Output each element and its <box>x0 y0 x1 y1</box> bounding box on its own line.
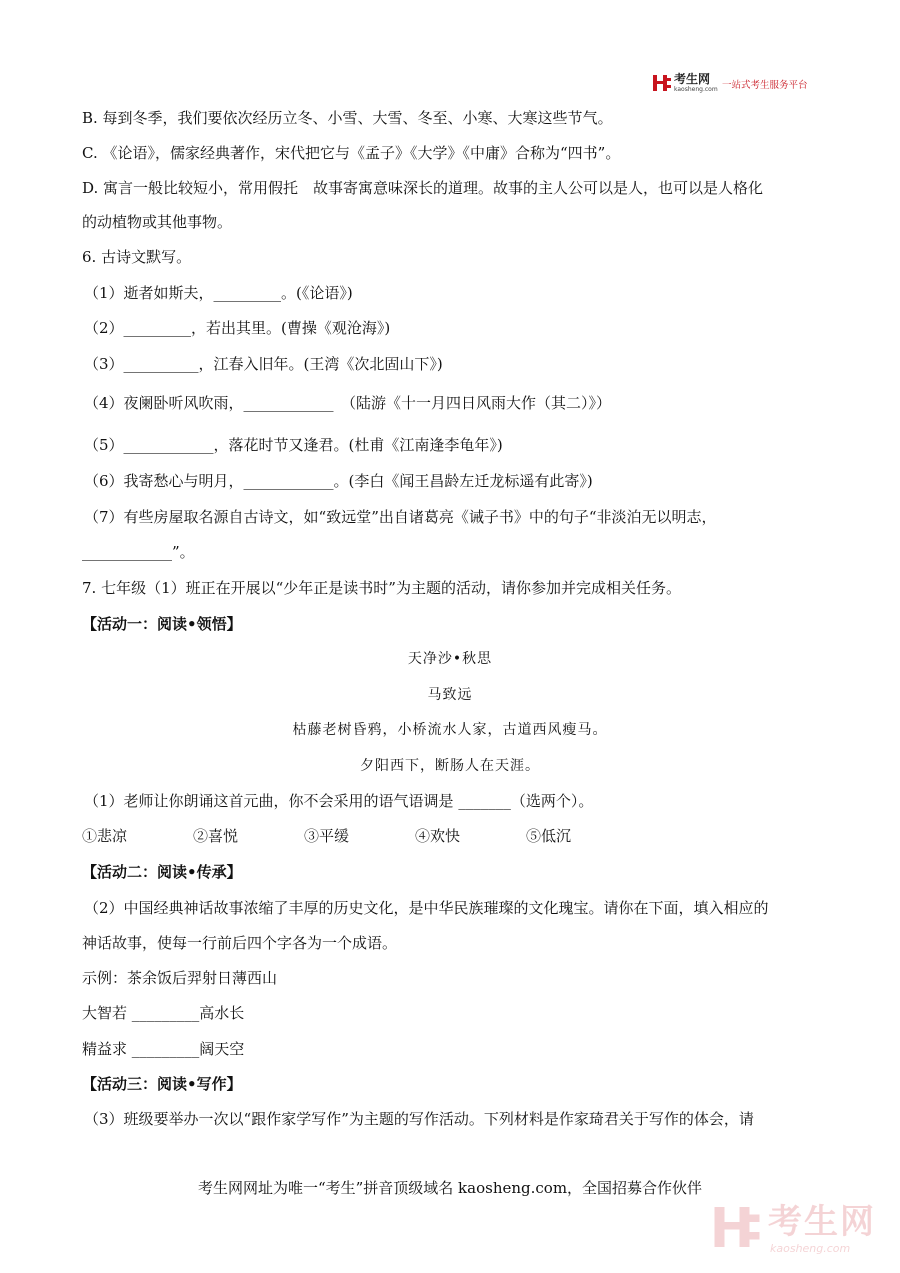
page-footer: 考生网网址为唯一“考生”拼音顶级域名 kaosheng.com，全国招募合作伙伴 <box>197 1179 703 1197</box>
question-6-item-5: （5）____________，落花时节又逢君。(杜甫《江南逢李龟年》) <box>84 436 503 454</box>
tone-option-5: ⑤低沉 <box>526 827 572 845</box>
option-b-text: B. 每到冬季，我们要依次经历立冬、小雪、大雪、冬至、小寒、大寒这些节气。 <box>82 109 613 127</box>
question-6-item-3: （3）__________，江春入旧年。(王湾《次北固山下》) <box>84 355 443 373</box>
question-7-3: （3）班级要举办一次以“跟作家学写作”为主题的写作活动。下列材料是作家琦君关于写作的体会，请 <box>84 1110 754 1128</box>
tone-option-2: ②喜悦 <box>193 827 239 845</box>
question-6-item-7-line2: ____________”。 <box>82 543 195 561</box>
option-c-text: C. 《论语》，儒家经典著作，宋代把它与《孟子》《大学》《中庸》合称为“四书”。 <box>82 144 621 162</box>
poem-author: 马致远 <box>427 687 473 703</box>
watermark-url: kaosheng.com <box>770 1242 851 1255</box>
idiom-example: 示例：茶余饭后羿射日薄西山 <box>82 969 278 987</box>
activity-1-heading: 【活动一：阅读•领悟】 <box>82 615 242 633</box>
idiom-blank-1: 大智若 _________高水长 <box>82 1004 245 1022</box>
header-logo <box>652 73 822 95</box>
question-6-item-4: （4）夜阑卧听风吹雨，____________ （陆游《十一月四日风雨大作（其二）》） <box>84 394 612 412</box>
poem-line-2: 夕阳西下，断肠人在天涯。 <box>360 758 540 774</box>
poem-line-1: 枯藤老树昏鸦，小桥流水人家，古道西风瘦马。 <box>292 722 608 738</box>
question-7-1: （1）老师让你朗诵这首元曲，你不会采用的语气语调是 _______（选两个）。 <box>84 792 594 810</box>
poem-title: 天净沙•秋思 <box>407 651 493 667</box>
header-logo-name: 考生网 <box>674 72 711 86</box>
tone-options <box>82 826 682 846</box>
question-7-title: 7. 七年级（1）班正在开展以“少年正是读书时”为主题的活动，请你参加并完成相关任务。 <box>82 579 681 597</box>
activity-3-heading: 【活动三：阅读•写作】 <box>82 1075 242 1093</box>
tone-option-4: ④欢快 <box>415 827 461 845</box>
watermark-name: 考生网 <box>768 1202 876 1242</box>
option-d-text-line1: D. 寓言一般比较短小，常用假托 故事寄寓意味深长的道理。故事的主人公可以是人，也可以是人格化 <box>82 179 764 197</box>
watermark <box>712 1202 882 1258</box>
tone-option-1: ①悲凉 <box>82 827 128 845</box>
question-6-item-6: （6）我寄愁心与明月，____________。(李白《闻王昌龄左迁龙标遥有此寄》) <box>84 472 593 490</box>
header-logo-url: kaosheng.com <box>674 86 718 93</box>
question-6-item-7-line1: （7）有些房屋取名源自古诗文，如“致远堂”出自诸葛亮《诫子书》中的句子“非淡泊无以明志， <box>84 508 717 526</box>
tone-option-3: ③平缓 <box>304 827 350 845</box>
question-6-item-1: （1）逝者如斯夫，_________。(《论语》) <box>84 284 353 302</box>
watermark-logo-icon <box>712 1202 762 1252</box>
activity-2-heading: 【活动二：阅读•传承】 <box>82 863 242 881</box>
option-d-text-line2: 的动植物或其他事物。 <box>82 213 233 231</box>
question-6-title: 6. 古诗文默写。 <box>82 248 192 266</box>
question-7-2-line2: 神话故事，使每一行前后四个字各为一个成语。 <box>82 934 398 952</box>
question-6-item-2: （2）_________，若出其里。(曹操《观沧海》) <box>84 319 391 337</box>
header-slogan: 一站式考生服务平台 <box>722 80 808 91</box>
kaosheng-logo-icon <box>652 73 672 93</box>
question-7-2-line1: （2）中国经典神话故事浓缩了丰厚的历史文化，是中华民族璀璨的文化瑰宝。请你在下面，填入相应的 <box>84 899 769 917</box>
idiom-blank-2: 精益求 _________阔天空 <box>82 1040 245 1058</box>
